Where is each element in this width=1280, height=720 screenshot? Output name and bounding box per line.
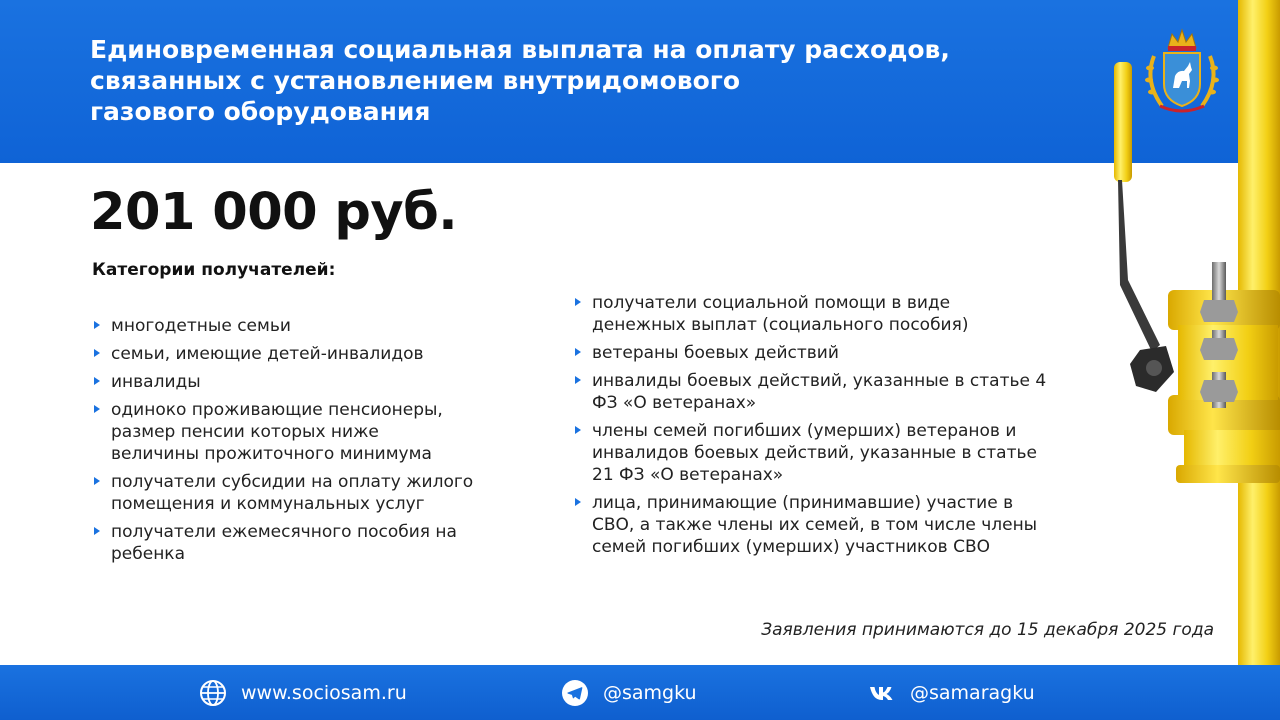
list-item-text: величины прожиточного минимума [111,444,432,464]
list-item [92,471,532,515]
categories-title: Категории получателей: [92,260,336,280]
list-item-text: денежных выплат (социального пособия) [592,315,969,335]
title-line: газового оборудования [90,97,431,126]
list-item-text: помещения и коммунальных услуг [111,494,425,514]
list-item-text: ребенка [111,544,185,564]
payment-amount: 201 000 руб. [90,183,458,242]
list-item-text: члены семей погибших (умерших) ветеранов и [592,421,1017,441]
bullet-arrow-icon [575,376,581,384]
list-item [573,370,1083,414]
bullet-arrow-icon [94,321,100,329]
bullet-arrow-icon [575,348,581,356]
vk-handle: @samaragku [910,681,1035,704]
bullet-arrow-icon [94,527,100,535]
title-line: Единовременная социальная выплата на оплату расходов, [90,35,950,64]
bullet-arrow-icon [94,405,100,413]
list-item-text: инвалидов боевых действий, указанные в статье [592,443,1037,463]
list-item [573,420,1083,486]
header-banner [0,0,1280,163]
list-item-text: ветераны боевых действий [592,343,839,363]
gas-pipe-valve-image [1100,0,1280,665]
website-text: www.sociosam.ru [241,681,407,704]
telegram-link[interactable] [561,665,697,720]
list-item [92,399,532,465]
bullet-arrow-icon [575,426,581,434]
vk-icon [868,679,896,707]
list-item [92,315,532,337]
vk-link[interactable] [868,665,1035,720]
list-item-text: размер пенсии которых ниже [111,422,379,442]
categories-list-left [92,315,532,571]
bullet-arrow-icon [94,477,100,485]
page-title [90,34,1050,127]
list-item-text: инвалиды боевых действий, указанные в статье 4 [592,371,1047,391]
website-link[interactable] [199,665,407,720]
footer-bar [0,665,1280,720]
list-item-text: 21 ФЗ «О ветеранах» [592,465,784,485]
list-item [573,492,1083,558]
list-item-text: семьи, имеющие детей-инвалидов [111,344,424,364]
list-item-text: СВО, а также члены их семей, в том числе члены [592,515,1038,535]
list-item-text: одиноко проживающие пенсионеры, [111,400,443,420]
list-item-text: инвалиды [111,372,201,392]
application-deadline: Заявления принимаются до 15 декабря 2025 года [761,620,1214,640]
list-item [573,342,1083,364]
bullet-arrow-icon [94,377,100,385]
telegram-handle: @samgku [603,681,697,704]
list-item [92,371,532,393]
globe-icon [199,679,227,707]
title-line: связанных с установлением внутридомового [90,66,740,95]
list-item-text: лица, принимающие (принимавшие) участие в [592,493,1014,513]
list-item-text: семей погибших (умерших) участников СВО [592,537,990,557]
list-item-text: многодетные семьи [111,316,291,336]
list-item [92,521,532,565]
bullet-arrow-icon [575,298,581,306]
bullet-arrow-icon [575,498,581,506]
list-item-text: получатели ежемесячного пособия на [111,522,457,542]
list-item-text: получатели социальной помощи в виде [592,293,951,313]
categories-list-right [573,292,1083,564]
list-item-text: получатели субсидии на оплату жилого [111,472,474,492]
list-item [92,343,532,365]
bullet-arrow-icon [94,349,100,357]
list-item-text: ФЗ «О ветеранах» [592,393,757,413]
list-item [573,292,1083,336]
telegram-icon [561,679,589,707]
